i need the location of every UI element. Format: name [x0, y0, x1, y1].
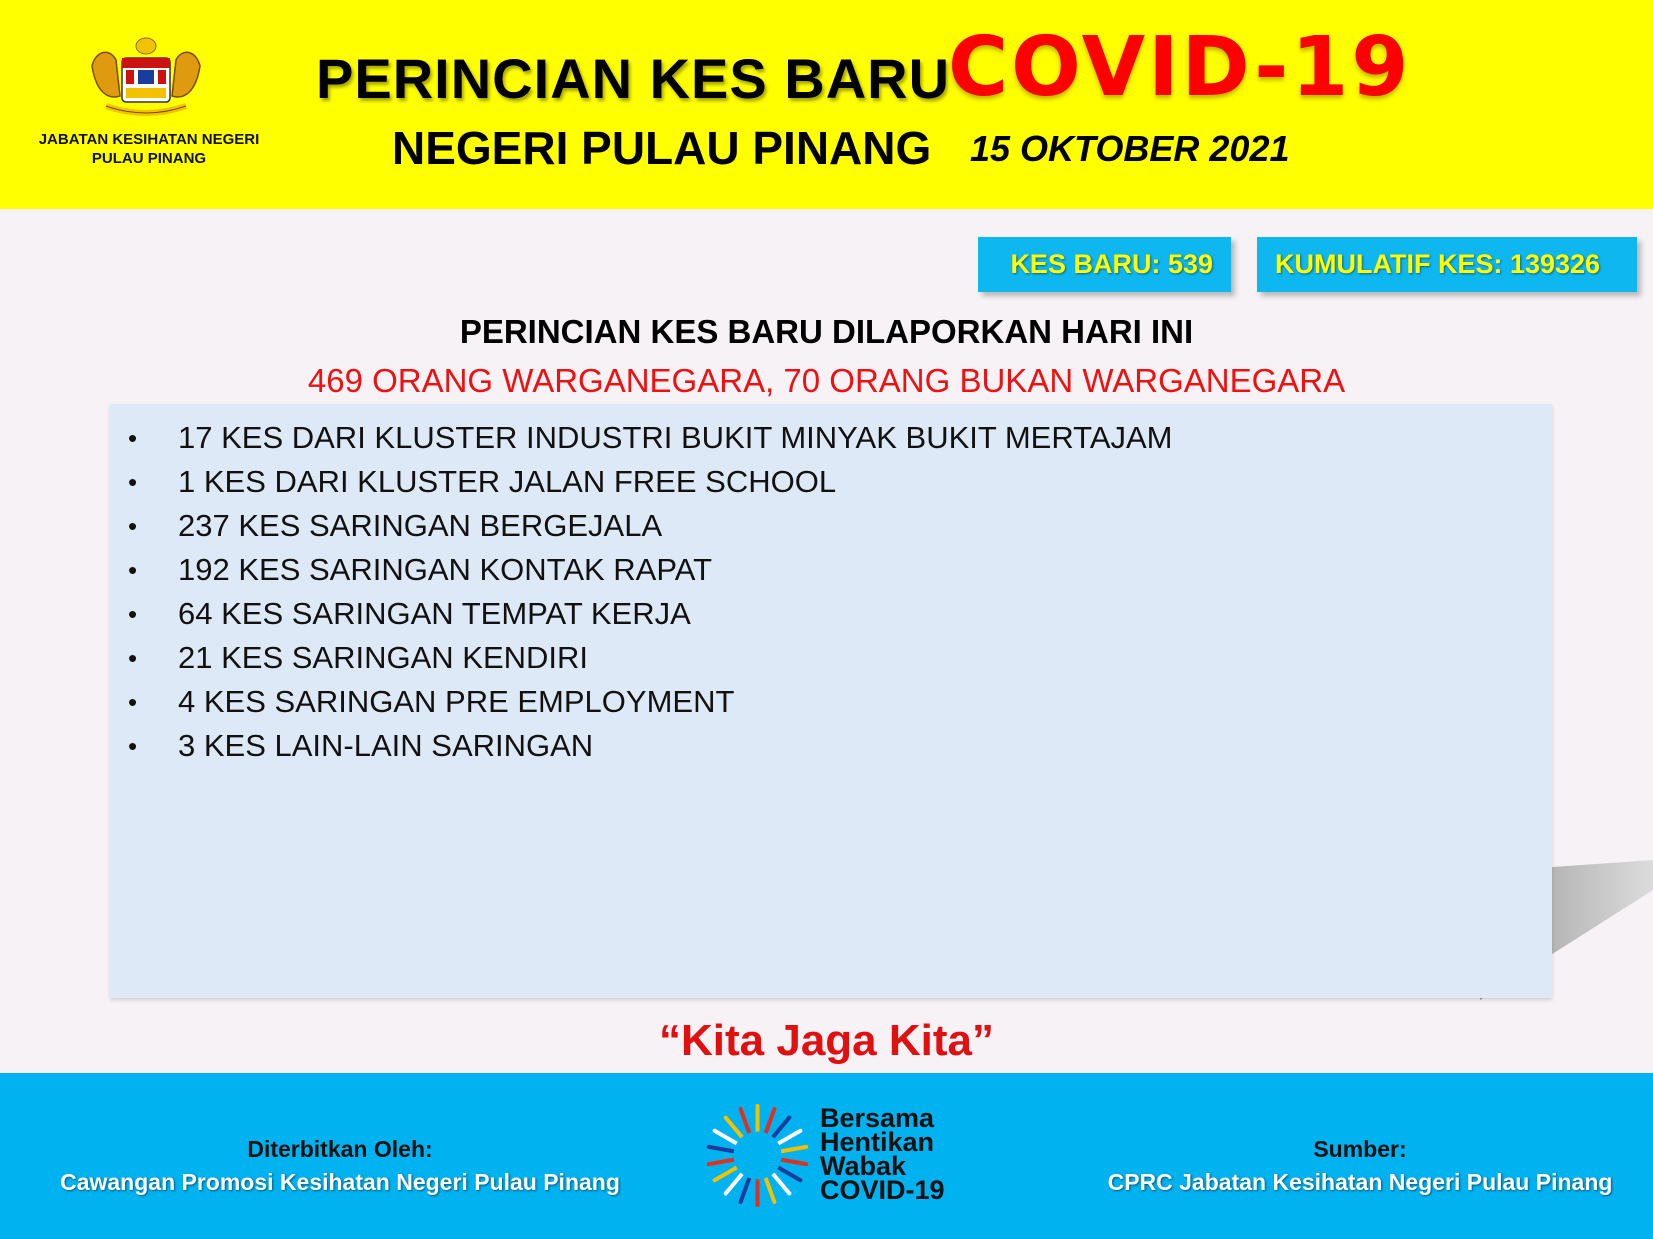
list-item	[110, 416, 1552, 460]
header-banner	[0, 0, 1653, 209]
campaign-line-2: Hentikan	[820, 1127, 935, 1157]
bullet-icon: •	[128, 731, 138, 761]
bullet-icon: •	[128, 511, 138, 541]
case-list	[110, 404, 1552, 768]
cumulative-cases-badge: KUMULATIF KES: 139326	[1257, 237, 1637, 292]
list-item-text: 237 KES SARINGAN BERGEJALA	[178, 508, 663, 543]
list-item	[110, 592, 1552, 636]
source-label: Sumber:	[1313, 1136, 1407, 1162]
list-item-text: 4 KES SARINGAN PRE EMPLOYMENT	[178, 684, 735, 719]
state-subtitle: NEGERI PULAU PINANG	[392, 122, 932, 174]
case-details-panel	[110, 404, 1552, 998]
source-name: CPRC Jabatan Kesihatan Negeri Pulau Pinang	[1107, 1169, 1613, 1195]
list-item-text: 64 KES SARINGAN TEMPAT KERJA	[178, 596, 691, 631]
campaign-wordmark	[820, 1103, 945, 1205]
slogan: “Kita Jaga Kita”	[659, 1016, 994, 1065]
bullet-icon: •	[128, 423, 138, 453]
list-item-text: 192 KES SARINGAN KONTAK RAPAT	[178, 552, 713, 587]
list-item-text: 1 KES DARI KLUSTER JALAN FREE SCHOOL	[178, 464, 837, 499]
list-item	[110, 548, 1552, 592]
department-name	[20, 130, 278, 168]
list-item	[110, 724, 1552, 768]
page-title: PERINCIAN KES BARU	[316, 47, 951, 110]
campaign-line-3: Wabak	[820, 1151, 907, 1181]
bullet-icon: •	[128, 467, 138, 497]
new-cases-badge: KES BARU: 539	[978, 237, 1231, 292]
bullet-icon: •	[128, 555, 138, 585]
list-item	[110, 680, 1552, 724]
campaign-line-1: Bersama	[820, 1103, 935, 1133]
coat-of-arms-icon	[86, 36, 206, 121]
publisher-block	[30, 1133, 650, 1199]
publisher-label: Diterbitkan Oleh:	[247, 1136, 433, 1162]
department-line-2: PULAU PINANG	[91, 150, 207, 167]
list-item-text: 21 KES SARINGAN KENDIRI	[178, 640, 589, 675]
source-block	[1090, 1133, 1630, 1199]
report-date: 15 OKTOBER 2021	[970, 128, 1290, 169]
bullet-icon: •	[128, 643, 138, 673]
bullet-icon: •	[128, 687, 138, 717]
list-item-text: 3 KES LAIN-LAIN SARINGAN	[178, 728, 594, 763]
details-heading: PERINCIAN KES BARU DILAPORKAN HARI INI	[459, 313, 1194, 350]
publisher-name: Cawangan Promosi Kesihatan Negeri Pulau Pinang	[60, 1169, 620, 1195]
covid-title: COVID-19	[948, 20, 1412, 115]
campaign-sunburst-icon	[700, 1098, 815, 1213]
citizenship-breakdown: 469 ORANG WARGANEGARA, 70 ORANG BUKAN WARGANEGARA	[307, 362, 1346, 399]
list-item	[110, 460, 1552, 504]
bullet-icon: •	[128, 599, 138, 629]
campaign-line-4: COVID-19	[820, 1175, 945, 1205]
footer-banner	[0, 1073, 1653, 1239]
department-line-1: JABATAN KESIHATAN NEGERI	[38, 131, 260, 148]
list-item	[110, 504, 1552, 548]
list-item-text: 17 KES DARI KLUSTER INDUSTRI BUKIT MINYAK BUKIT MERTAJAM	[178, 420, 1173, 455]
list-item	[110, 636, 1552, 680]
